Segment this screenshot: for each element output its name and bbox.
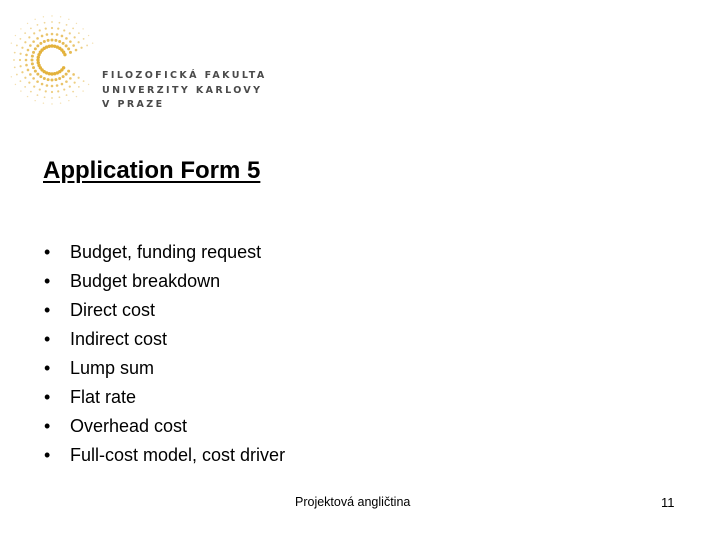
bullet-text: Full-cost model, cost driver xyxy=(70,445,286,465)
sun-ray-dot xyxy=(66,24,68,26)
list-item xyxy=(44,383,285,412)
bullet-text: Flat rate xyxy=(70,387,137,407)
sun-ray-dot xyxy=(54,39,57,42)
sun-ray-dot xyxy=(24,32,26,34)
sun-ray-dot xyxy=(11,42,12,43)
sun-ray-dot xyxy=(82,90,83,91)
sun-ray-dot xyxy=(16,45,18,47)
sun-ray-dot xyxy=(36,37,39,40)
bullet-text: Budget, funding request xyxy=(70,242,262,262)
sun-ray-dot xyxy=(43,40,46,43)
sun-ray-dot xyxy=(45,90,47,92)
sun-ray-dot xyxy=(67,70,70,73)
sun-ray-dot xyxy=(74,36,76,38)
sun-ray-dot xyxy=(46,33,49,36)
sun-ray-dot xyxy=(20,38,22,40)
sun-ray-dot xyxy=(43,77,46,80)
sun-ray-dot xyxy=(78,86,80,88)
sun-ray-dot xyxy=(32,40,35,43)
sun-ray-dot xyxy=(29,73,32,76)
sun-ray-dot xyxy=(69,51,72,54)
sun-ray-dot xyxy=(51,21,53,23)
list-item xyxy=(44,354,285,383)
sun-ray-dot xyxy=(69,77,72,80)
sun-ray-dot xyxy=(47,78,50,81)
sun-ray-dot xyxy=(20,90,21,91)
sun-ray-dot xyxy=(74,82,76,84)
sun-ray-dot xyxy=(88,84,89,85)
sun-ray-dot xyxy=(25,54,28,57)
sun-ray-dot xyxy=(15,35,16,36)
sun-ray-dot xyxy=(14,52,16,54)
sun-ray-dot xyxy=(66,94,68,96)
sun-ray-dot xyxy=(45,28,47,30)
sun-ray-dot xyxy=(63,88,65,90)
sun-ray-dot xyxy=(27,49,30,52)
sun-ray-dot xyxy=(51,85,54,88)
sun-ray-dot xyxy=(61,35,64,38)
sun-ray-dot xyxy=(36,44,39,47)
list-item xyxy=(44,238,285,267)
sun-ray-dot xyxy=(65,37,68,40)
sun-ray-dot xyxy=(78,41,80,43)
sun-ray-dot xyxy=(33,32,35,34)
sun-ray-dot xyxy=(28,82,30,84)
bullet-list xyxy=(44,238,285,470)
bullet-text: Lump sum xyxy=(70,358,155,378)
sun-ray-dot xyxy=(68,19,69,20)
sun-ray-dot xyxy=(15,84,16,85)
sun-ray-dot xyxy=(24,86,26,88)
sun-ray-dot xyxy=(83,38,85,40)
slide-title: Application Form 5 xyxy=(43,157,261,184)
sun-ray-dot xyxy=(65,44,68,47)
sun-ray-dot xyxy=(34,100,35,101)
list-item xyxy=(44,441,285,470)
sun-ray-dot xyxy=(29,44,32,47)
sun-ray-dot xyxy=(54,78,57,81)
sun-ray-dot xyxy=(19,59,21,61)
sun-ray-dot xyxy=(30,91,32,93)
sun-ray-dot xyxy=(20,53,22,55)
sun-ray-dot xyxy=(32,77,35,80)
sun-ray-dot xyxy=(82,28,83,29)
sun-ray-dot xyxy=(47,39,50,42)
sun-ray-dot xyxy=(31,62,34,65)
sun-ray-dot xyxy=(34,47,37,50)
sun-ray-dot xyxy=(65,80,68,83)
sun-ray-dot xyxy=(46,84,49,87)
sun-ray-dot xyxy=(21,47,23,49)
sun-ray-dot xyxy=(43,16,44,17)
sun-ray-dot xyxy=(41,83,44,86)
sun-ray-dot xyxy=(62,42,65,45)
list-item xyxy=(44,412,285,441)
sun-ray-dot xyxy=(51,27,53,29)
bullet-text: Indirect cost xyxy=(70,329,168,349)
sun-ray-dot xyxy=(31,59,34,62)
sun-ray-dot xyxy=(57,28,59,30)
sun-ray-dot xyxy=(58,77,61,80)
faculty-name-line-1: FILOZOFICKÁ FAKULTA xyxy=(102,70,267,81)
sun-ray-dot xyxy=(39,42,42,45)
sun-ray-dot xyxy=(39,75,42,78)
sun-ray-dot xyxy=(51,103,52,104)
sun-ray-dot xyxy=(32,51,35,54)
bullet-icon: • xyxy=(44,445,51,465)
bullet-icon: • xyxy=(44,300,51,320)
bullet-icon: • xyxy=(44,387,51,407)
sun-ray-dot xyxy=(34,19,35,20)
sun-ray-dot xyxy=(41,35,44,38)
bullet-icon: • xyxy=(44,416,51,436)
sun-ray-dot xyxy=(76,96,77,97)
sun-ray-dot xyxy=(69,40,72,43)
bullet-icon: • xyxy=(44,358,51,378)
sun-ray-dot xyxy=(51,39,54,42)
sun-ray-dot xyxy=(14,67,16,69)
bullet-icon: • xyxy=(44,271,51,291)
faculty-name xyxy=(102,69,267,113)
sun-ray-dot xyxy=(63,53,66,56)
university-sun-logo xyxy=(10,8,110,108)
sun-ray-dot xyxy=(34,70,37,73)
sun-ray-dot xyxy=(86,45,88,47)
footer-course-name: Projektová angličtina xyxy=(295,495,411,509)
sun-ray-dot xyxy=(16,74,18,76)
sun-ray-dot xyxy=(69,32,71,34)
sun-ray-dot xyxy=(27,96,28,97)
sun-ray-dot xyxy=(39,88,41,90)
sun-ray-dot xyxy=(24,77,26,79)
sun-ray-dot xyxy=(88,35,89,36)
sun-ray-dot xyxy=(11,76,12,77)
bullet-text: Direct cost xyxy=(70,300,156,320)
sun-ray-dot xyxy=(67,47,70,50)
sun-ray-dot xyxy=(69,86,71,88)
sun-ray-dot xyxy=(43,102,44,103)
sun-ray-dot xyxy=(58,40,61,43)
sun-ray-dot xyxy=(56,84,59,87)
sun-ray-dot xyxy=(57,90,59,92)
sun-ray-dot xyxy=(20,28,21,29)
sun-ray-dot xyxy=(72,73,75,76)
sun-ray-dot xyxy=(59,96,61,98)
faculty-name-line-3: V PRAZE xyxy=(102,99,165,110)
sun-ray-dot xyxy=(33,86,35,88)
sun-ray-dot xyxy=(72,44,75,47)
sun-ray-dot xyxy=(39,29,41,31)
list-item xyxy=(44,325,285,354)
sun-ray-dot xyxy=(51,15,52,16)
sun-ray-dot xyxy=(44,96,46,98)
sun-ray-dot xyxy=(62,75,65,78)
sun-ray-dot xyxy=(72,28,74,30)
sun-ray-dot xyxy=(68,100,69,101)
bullet-text: Overhead cost xyxy=(70,416,188,436)
sun-ray-dot xyxy=(21,71,23,73)
bullet-text: Budget breakdown xyxy=(70,271,221,291)
bullet-icon: • xyxy=(44,242,51,262)
sun-ray-dot xyxy=(44,22,46,24)
sun-ray-dot xyxy=(36,80,39,83)
sun-ray-dot xyxy=(31,55,34,58)
sun-ray-dot xyxy=(51,97,53,99)
sun-ray-dot xyxy=(65,73,68,76)
sun-ray-dot xyxy=(78,77,80,79)
sun-ray-dot xyxy=(61,83,64,86)
sun-ray-dot xyxy=(75,49,78,52)
sun-ray-dot xyxy=(27,23,28,24)
sun-ray-dot xyxy=(25,59,28,62)
sun-ray-dot xyxy=(20,65,22,67)
faculty-name-line-2: UNIVERZITY KARLOVY xyxy=(102,84,263,96)
sun-ray-dot xyxy=(20,80,22,82)
sun-ray-dot xyxy=(92,42,93,43)
sun-ray-dot xyxy=(51,33,54,36)
sun-ray-dot xyxy=(59,22,61,24)
sun-ray-dot xyxy=(32,66,35,69)
bullet-icon: • xyxy=(44,329,51,349)
page-number: 11 xyxy=(661,495,675,510)
sun-ray-dot xyxy=(72,91,74,93)
list-item xyxy=(44,267,285,296)
sun-ray-dot xyxy=(37,24,39,26)
sun-ray-dot xyxy=(13,59,15,61)
sun-ray-dot xyxy=(28,36,30,38)
sun-ray-dot xyxy=(80,47,82,49)
sun-ray-dot xyxy=(24,41,26,43)
sun-ray-dot xyxy=(63,29,65,31)
sun-ray-dot xyxy=(51,91,53,93)
sun-ray-dot xyxy=(56,33,59,36)
sun-ray-dot xyxy=(60,102,61,103)
sun-ray-dot xyxy=(51,79,54,82)
sun-ray-dot xyxy=(27,69,30,72)
sun-ray-dot xyxy=(37,94,39,96)
sun-ray-dot xyxy=(60,16,61,17)
list-item xyxy=(44,296,285,325)
sun-ray-dot xyxy=(78,32,80,34)
sun-ray-dot xyxy=(36,73,39,76)
sun-ray-dot xyxy=(25,64,28,67)
sun-ray-dot xyxy=(76,23,77,24)
sun-ray-dot xyxy=(83,80,85,82)
sun-ray-dot xyxy=(30,28,32,30)
sun-ray-dot xyxy=(48,45,51,48)
